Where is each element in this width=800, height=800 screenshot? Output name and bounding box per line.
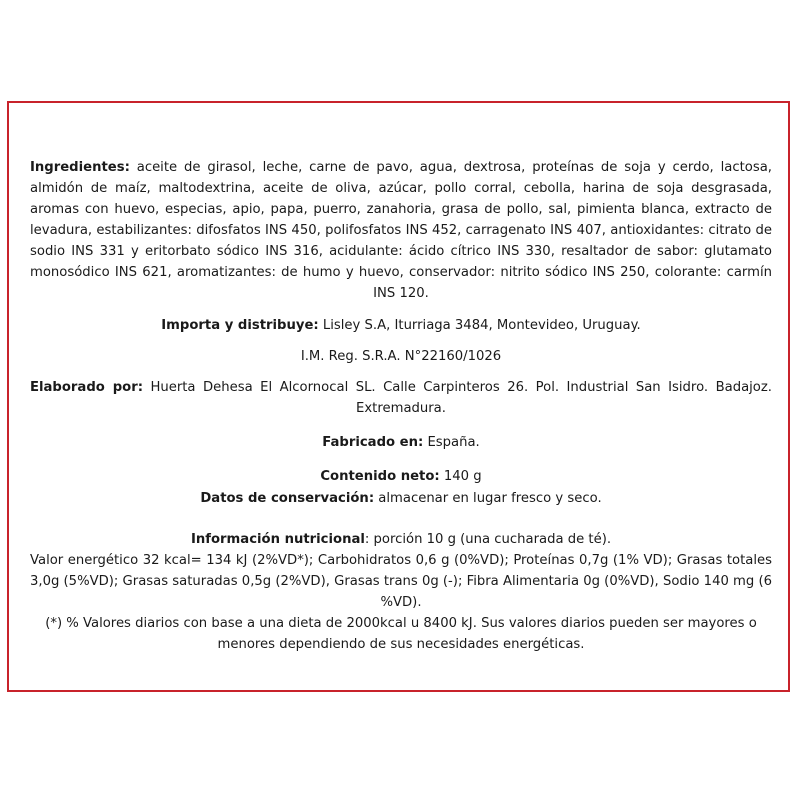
origin-line (30, 432, 772, 453)
nutrition-values: Valor energético 32 kcal= 134 kJ (2%VD*); Carbohidratos 0,6 g (0%VD); Proteínas 0,7g (1% VD); Grasas totales 3,0g (5%VD); Grasas saturadas 0,5g (2%VD), Grasas trans 0g (-); Fibra Alimentaria 0g (0%VD), Sodio 140 mg (6 %VD). (30, 553, 772, 610)
manufacturer-paragraph (30, 377, 772, 419)
manufacturer-label: Elaborado por: (30, 380, 143, 395)
registration-line: I.M. Reg. S.R.A. N°22160/1026 (300, 349, 502, 364)
ingredients-label: Ingredientes: (30, 160, 130, 175)
ingredients-text: aceite de girasol, leche, carne de pavo, agua, dextrosa, proteínas de soja y cerdo, lactosa, almidón de maíz, maltodextrina, aceite de oliva, azúcar, pollo corral, cebolla, harina de soja desgrasada, aromas con huevo, especias, apio, papa, puerro, zanahoria, grasa de pollo, sal, pimienta blanca, extracto de levadura, estabilizantes: difosfatos INS 450, polifosfatos INS 452, carragenato INS 407, antioxidantes: citrato de sodio INS 331 y eritorbato sódico INS 316, acidulante: ácido cítrico INS 330, resaltador de sabor: glutamato monosódico INS 621, aromatizantes: de humo y huevo, conservador: nitrito sódico INS 250, colorante: carmín INS 120. (30, 160, 772, 301)
storage-text: almacenar en lugar fresco y seco. (374, 491, 602, 506)
importer-line (30, 315, 772, 336)
origin-text: España. (423, 435, 480, 450)
importer-label: Importa y distribuye: (161, 318, 319, 333)
nutrition-footnote: (*) % Valores diarios con base a una dieta de 2000kcal u 8400 kJ. Sus valores diarios pueden ser mayores o menores dependiendo de sus necesidades energéticas. (45, 616, 757, 652)
nutrition-label: Información nutricional (190, 532, 365, 547)
net-content-text: 140 g (439, 469, 482, 484)
origin-label: Fabricado en: (322, 435, 424, 450)
net-content-line (30, 466, 772, 487)
storage-line (30, 488, 772, 509)
importer-text: Lisley S.A, Iturriaga 3484, Montevideo, Uruguay. (318, 318, 641, 333)
nutrition-heading-line (30, 529, 772, 550)
product-label-text (30, 157, 772, 655)
nutrition-portion: : porción 10 g (una cucharada de té). (364, 532, 612, 547)
storage-label: Datos de conservación: (200, 491, 375, 506)
manufacturer-text: Huerta Dehesa El Alcornocal SL. Calle Carpinteros 26. Pol. Industrial San Isidro. Badajoz. Extremadura. (142, 380, 772, 416)
ingredients-paragraph (30, 157, 772, 304)
net-content-label: Contenido neto: (320, 469, 440, 484)
